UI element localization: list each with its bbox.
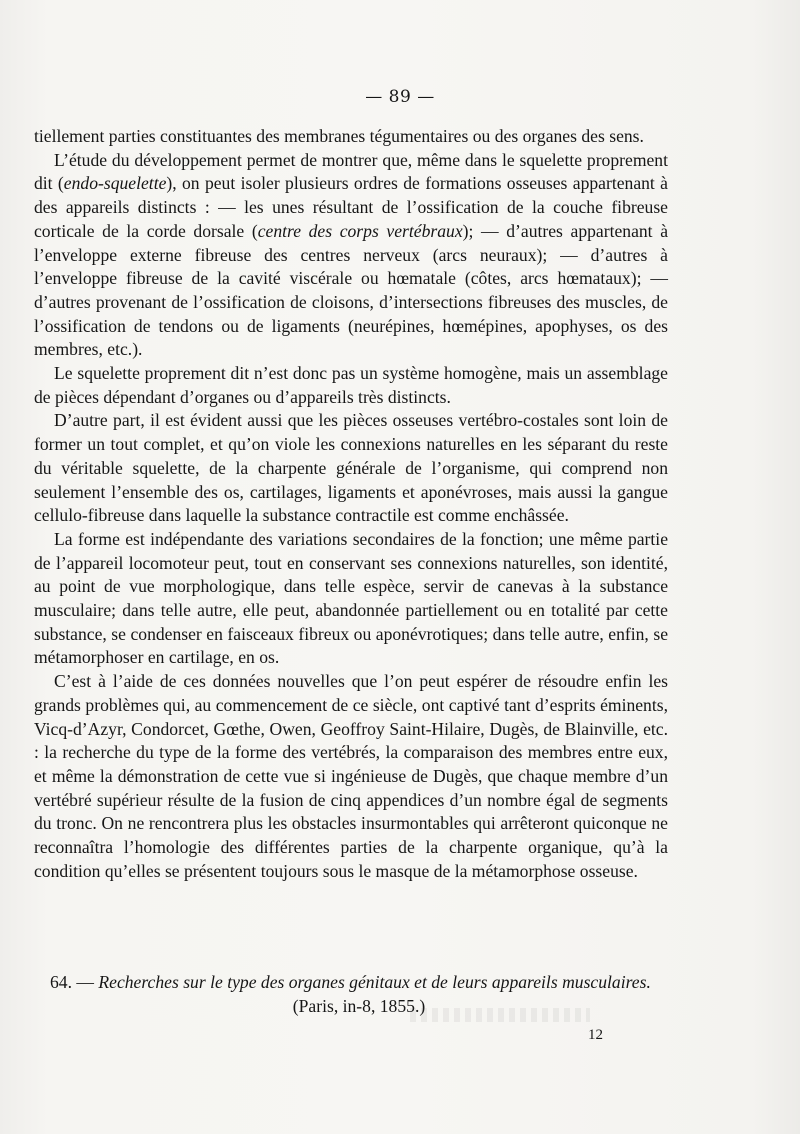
paragraph-text: ); — d’autres appartenant à l’enveloppe externe fibreuse des centres nerveux (arcs neuraux); — d’autres à l’enveloppe fibreuse de la cavité viscérale ou hœmatale (côtes, arcs hœmataux); — d’autres provenant de l’ossification de cloisons, d’intersections fibreuses des muscles, de l’ossification de tendons ou de ligaments (neurépines, hœmépines, apophyses, os des membres, etc.).: [34, 220, 668, 360]
paragraph-squelette: Le squelette proprement dit n’est donc pas un système homogène, mais un assemblage de pièces dépendant d’organes ou d’appareils très distincts.: [34, 363, 668, 407]
italic-term: centre des corps vertébraux: [257, 220, 463, 241]
paragraph-forme: La forme est indépendante des variations secondaires de la fonction; une même partie de l’appareil locomoteur peut, tout en conservant ses connexions naturelles, son identité, au point de vue morphologique, dans telle espèce, servir de canevas à la substance musculaire; dans telle autre, elle peut, abandonnée partiellement ou en totalité par cette substance, se condenser en faisceaux fibreux ou aponévrotiques; dans telle autre, enfin, se métamorphoser en cartilage, en os.: [34, 528, 668, 668]
paragraph-donnees: C’est à l’aide de ces données nouvelles que l’on peut espérer de résoudre enfin les grands problèmes qui, au commencement de ce siècle, ont captivé tant d’esprits éminents, Vicq-d’Azyr, Condorcet, Gœthe, Owen, Geoffroy Saint-Hilaire, Dugès, de Blainville, etc. : la recherche du type de la forme des vertébrés, la comparaison des membres entre eux, et même la démonstration de cette vue si ingénieuse de Dugès, que chaque membre d’un vertébré supérieur résulte de la fusion de cinq appendices d’un nombre égal de segments du tronc. On ne rencontrera plus les obstacles insurmontables qui arrêteront quiconque ne reconnaîtra l’homologie des différentes parties de la charpente organique, qu’à la condition qu’elles se présentent toujours sous le masque de la métamorphose osseuse.: [34, 671, 668, 881]
page-number: — 89 —: [365, 87, 435, 107]
bibliography-publication: (Paris, in-8, 1855.): [292, 996, 426, 1016]
show-through-texture: [410, 1008, 590, 1022]
signature-mark: 12: [588, 1027, 603, 1043]
bibliography-number: 64. —: [50, 972, 99, 992]
bibliography-title-line: [34, 970, 674, 994]
paragraph-text: L’étude du développement permet de montrer que, même dans le squelette proprement dit (: [34, 149, 668, 194]
bibliography-title: Recherches sur le type des organes génitaux et de leurs appareils musculaires.: [98, 972, 651, 992]
italic-term: endo-squelette: [63, 173, 167, 194]
paragraph-development: [34, 149, 668, 362]
body-text: [34, 125, 668, 884]
paragraph-continuation: tiellement parties constituantes des membranes tégumentaires ou des organes des sens.: [34, 126, 644, 146]
paragraph-autre-part: D’autre part, il est évident aussi que les pièces osseuses vertébro-costales sont loin de former un tout complet, et qu’on viole les connexions naturelles en les séparant du reste du véritable squelette, de la charpente générale de l’organisme, qui comprend non seulement l’ensemble des os, cartilages, ligaments et aponévroses, mais aussi la gangue cellulo-fibreuse dans laquelle la substance contractile est comme enchâssée.: [34, 410, 668, 526]
paragraph-text: ), on peut isoler plusieurs ordres de formations osseuses appartenant à des appareils distincts : — les unes résultant de l’ossification de la couche fibreuse corticale de la corde dorsale (: [34, 173, 668, 241]
